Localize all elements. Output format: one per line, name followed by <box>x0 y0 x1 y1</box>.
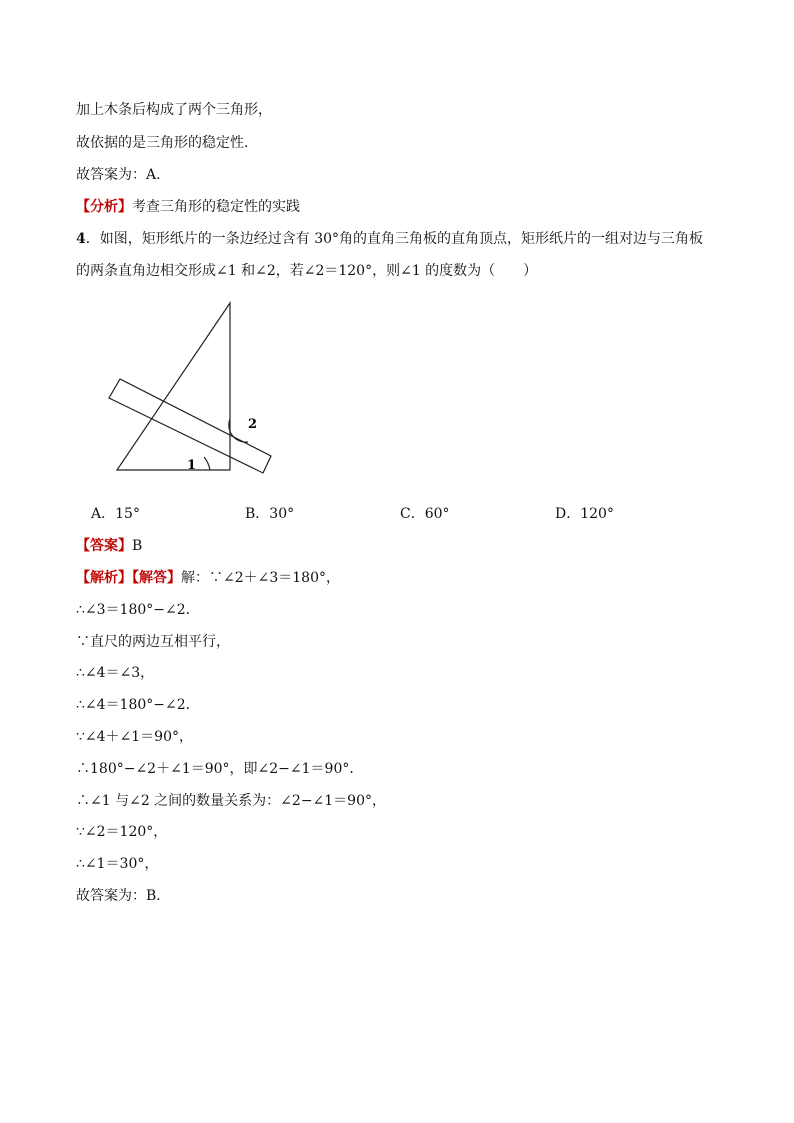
angle-2-arc <box>229 419 248 442</box>
option-c[interactable]: C．60° <box>400 506 450 522</box>
solution-step: ∵直尺的两边互相平行， <box>76 634 230 650</box>
answer-value: B <box>132 538 143 554</box>
angle-1-arc <box>204 457 210 470</box>
answer-line <box>76 537 142 555</box>
solution-step: ∴∠4＝180°−∠2． <box>76 697 200 713</box>
prev-solution-line-3: 故答案为：A. <box>76 167 161 183</box>
geometry-figure <box>100 295 280 485</box>
analysis-tag: 【分析】 <box>76 199 132 215</box>
answer-tag: 【答案】 <box>76 538 132 554</box>
solution-first: 解：∵∠2＋∠3＝180°， <box>181 570 340 586</box>
solution-step: ∴∠4＝∠3， <box>76 665 155 681</box>
solution-step: ∴∠3＝180°−∠2． <box>76 602 200 618</box>
analysis-text: 考查三角形的稳定性的实践 <box>132 199 300 215</box>
question-text-1: ．如图，矩形纸片的一条边经过含有 30°角的直角三角板的直角顶点，矩形纸片的一组对边与三角板 <box>85 231 704 247</box>
solution-tag-1: 【解析】 <box>76 570 132 586</box>
solution-step: ∴∠1 与∠2 之间的数量关系为：∠2−∠1＝90°， <box>76 793 386 809</box>
solution-tag-2: 【解答】 <box>132 570 181 586</box>
option-a[interactable]: A．15° <box>91 506 140 522</box>
option-b[interactable]: B．30° <box>245 506 295 522</box>
option-d[interactable]: D．120° <box>555 506 614 522</box>
prev-solution-line-2: 故依据的是三角形的稳定性. <box>76 135 249 151</box>
solution-step: ∴∠1＝30°， <box>76 856 159 872</box>
angle-2-label: 2 <box>248 417 258 432</box>
solution-step: ∴180°−∠2＋∠1＝90°，即∠2−∠1＝90°． <box>76 761 364 777</box>
question-text-line-1 <box>76 230 703 248</box>
solution-step: ∵∠4＋∠1＝90°， <box>76 729 193 745</box>
solution-step: ∵∠2＝120°， <box>76 824 168 840</box>
question-text-line-2: 的两条直角边相交形成∠1 和∠2，若∠2＝120°，则∠1 的度数为（ ） <box>76 263 538 279</box>
angle-1-label: 1 <box>187 458 197 473</box>
prev-analysis <box>76 198 300 216</box>
solution-step: 故答案为：B． <box>76 888 171 904</box>
solution-first-line <box>76 569 340 587</box>
prev-solution-line-1: 加上木条后构成了两个三角形， <box>76 102 272 118</box>
question-number: 4 <box>76 231 86 247</box>
